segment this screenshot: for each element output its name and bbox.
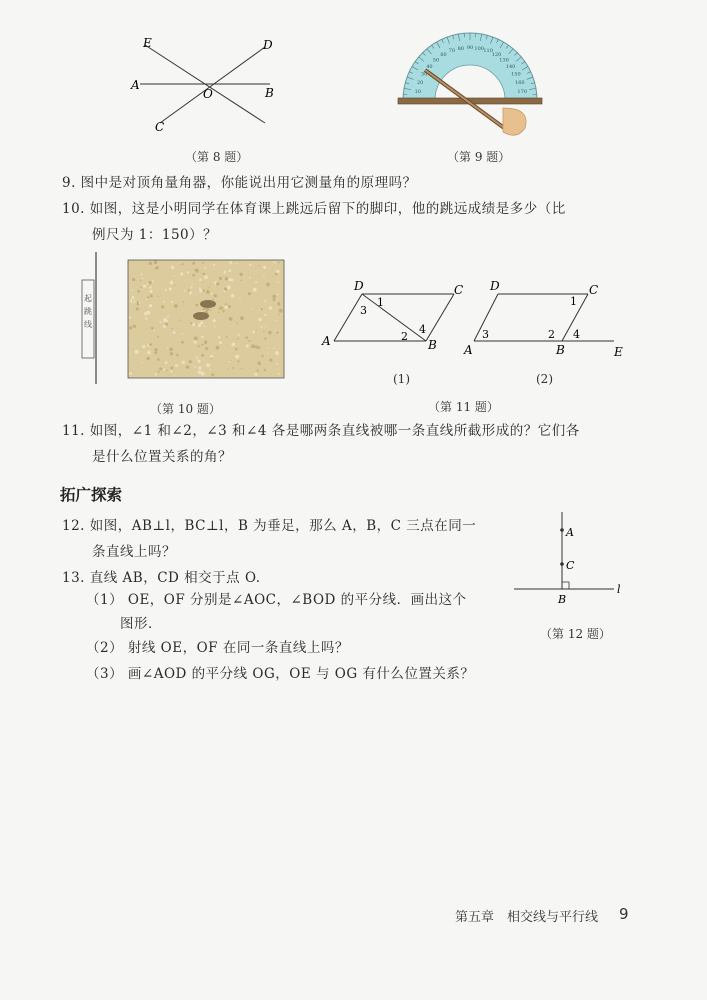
figure-10-caption: （第 10 题） [150,402,221,416]
question-9: 9. 图中是对顶角量角器，你能说出用它测量角的原理吗？ [62,175,417,191]
vertex-D: D [354,279,364,293]
label-E: E [143,36,152,50]
angle-1: 1 [377,296,384,309]
figure-12-diagram [510,512,635,607]
page-number: 9 [619,905,629,923]
figure-11-1 [318,278,468,358]
question-13-part3: （3） 画∠AOD 的平分线 OG，OE 与 OG 有什么位置关系？ [86,666,475,682]
figure-8 [125,35,285,140]
question-11-line2: 是什么位置关系的角？ [92,449,232,465]
protractor-scale-number: 30 [420,71,428,78]
figure-11-2 [462,278,632,363]
footprint-right [193,312,209,320]
figure-12-caption: （第 12 题） [540,627,611,641]
vertex-D: D [490,279,500,293]
section-title: 拓广探索 [60,486,123,504]
protractor-scale-number: 140 [505,63,516,70]
chapter-footer: 第五章 相交线与平行线 [455,910,599,925]
vertex-E: E [614,345,623,359]
question-10-line2: 例尺为 1：150）？ [92,227,218,243]
protractor-scale-number: 120 [491,52,502,59]
angle-1: 1 [570,295,577,308]
label-D: D [263,38,273,52]
label-O: O [203,87,213,101]
angle-4: 4 [573,328,580,341]
figure-11-2-label: (2) [536,372,553,386]
figure-11-2-diagram [462,278,632,363]
vertex-B: B [428,338,437,352]
long-jump-sandpit-diagram [78,252,288,387]
protractor-diagram [395,28,545,140]
question-13-part2: （2） 射线 OE，OF 在同一条直线上吗？ [86,640,349,656]
protractor-scale-number: 80 [457,45,464,52]
angle-3: 3 [482,328,489,341]
question-13-part1-line2: 图形． [120,616,162,632]
protractor-scale-number: 60 [440,52,447,59]
figure-11-caption: （第 11 题） [428,400,499,414]
protractor-scale-number: 40 [426,63,433,70]
label-A: A [131,78,140,92]
label-C: C [566,559,575,572]
footprint-left [200,300,216,308]
figure-8-caption: （第 8 题） [185,150,249,164]
figure-12 [510,512,635,607]
protractor-scale-number: 170 [517,88,527,95]
takeoff-board-label: 起跳线 [84,294,92,329]
protractor-scale-number: 100 [474,45,484,52]
figure-9 [395,28,545,140]
angle-2: 2 [548,328,555,341]
label-A: A [566,526,574,539]
vertex-A: A [464,343,473,357]
label-C: C [155,120,165,134]
label-l: l [617,583,621,596]
vertex-C: C [454,283,464,297]
figure-9-caption: （第 9 题） [447,150,511,164]
question-10-line1: 10. 如图，这是小明同学在体育课上跳远后留下的脚印，他的跳远成绩是多少（比 [62,201,566,217]
figure-11-1-diagram [318,278,468,358]
protractor-scale-number: 90 [466,45,474,51]
protractor-scale-number: 10 [414,88,421,95]
label-B: B [265,86,274,100]
protractor-scale-number: 50 [432,57,440,64]
vertex-C: C [589,283,599,297]
protractor-scale-number: 110 [483,48,493,55]
vertex-B: B [556,343,565,357]
question-13-part1-line1: （1） OE，OF 分别是∠AOC，∠BOD 的平分线．画出这个 [86,592,467,608]
protractor-scale-number: 150 [511,71,521,78]
vertex-A: A [322,334,331,348]
figure-8-diagram [125,35,285,140]
protractor-scale-number: 70 [448,48,456,55]
figure-11-1-label: (1) [393,372,410,386]
protractor-scale-number: 130 [499,57,509,64]
figure-10 [78,252,288,387]
angle-2: 2 [401,330,408,343]
label-B: B [558,593,567,606]
question-13: 13. 直线 AB，CD 相交于点 O. [62,570,261,586]
protractor-scale-number: 160 [515,79,525,86]
angle-4: 4 [419,323,426,336]
angle-3: 3 [360,304,367,317]
question-12-line1: 12. 如图，AB⊥l，BC⊥l，B 为垂足，那么 A，B，C 三点在同一 [62,518,477,534]
protractor-scale-number: 20 [417,79,424,86]
question-12-line2: 条直线上吗？ [92,544,176,560]
question-11-line1: 11. 如图，∠1 和∠2，∠3 和∠4 各是哪两条直线被哪一条直线所截形成的？它们各 [62,423,580,439]
